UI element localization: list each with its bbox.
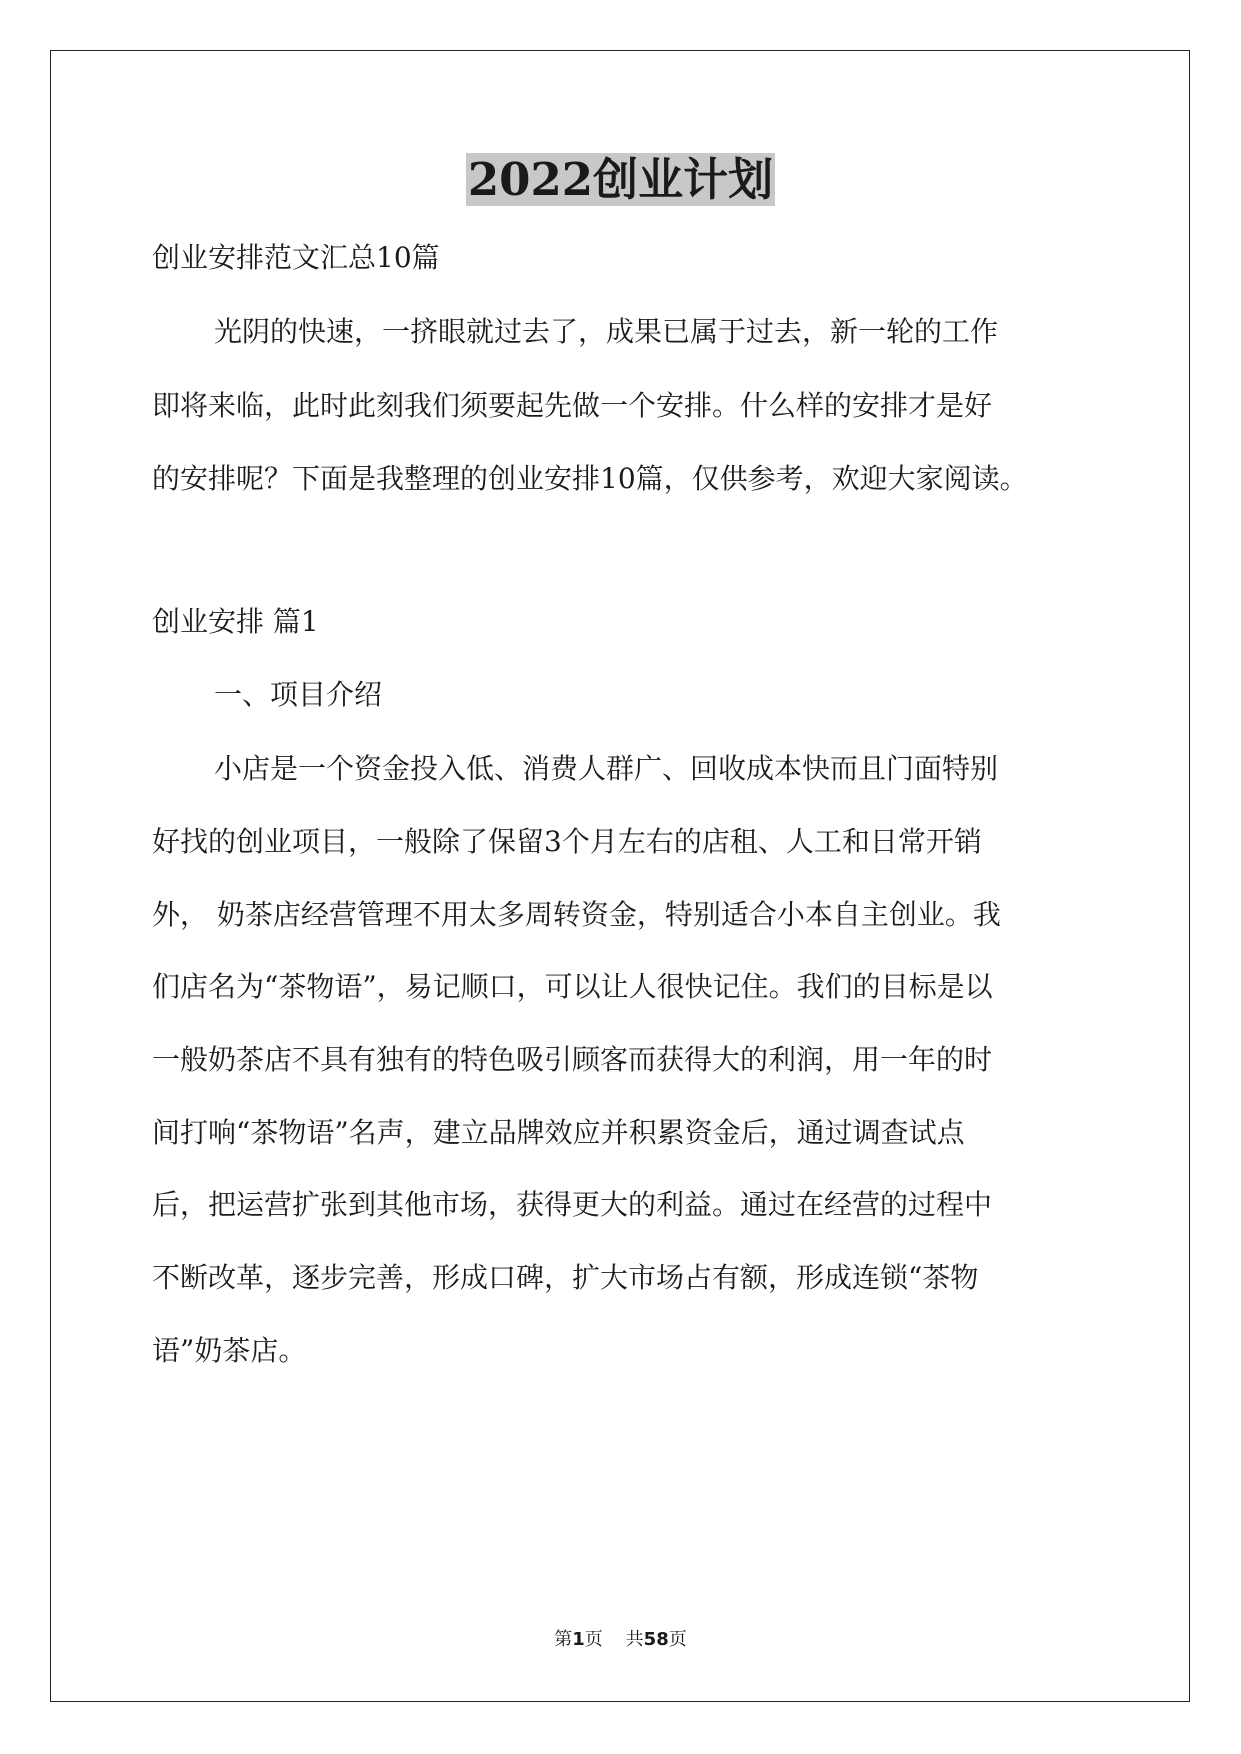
body-line: 不断改革，逐步完善，形成口碑，扩大市场占有额，形成连锁“茶物 [152,1261,979,1294]
intro-line: 的安排呢？下面是我整理的创业安排10篇，仅供参考，欢迎大家阅读。 [152,462,1028,495]
page-border [50,50,1190,1702]
page-footer [0,1625,1241,1651]
body-line: 一般奶茶店不具有独有的特色吸引顾客而获得大的利润，用一年的时 [152,1043,993,1076]
total-pages: 58 [643,1629,669,1650]
section-heading: 创业安排 篇1 [152,605,319,638]
body-line: 外， 奶茶店经营管理不用太多周转资金，特别适合小本自主创业。我 [152,898,1001,931]
page-label-suffix: 页 [584,1629,603,1650]
subtitle: 创业安排范文汇总10篇 [152,241,440,274]
intro-line: 即将来临，此时此刻我们须要起先做一个安排。什么样的安排才是好 [152,389,993,422]
body-line: 后，把运营扩张到其他市场，获得更大的利益。通过在经营的过程中 [152,1188,993,1221]
document-title [0,150,1241,210]
body-line: 语”奶茶店。 [152,1334,307,1367]
page-number: 1 [572,1629,585,1650]
document-title-text: 2022创业计划 [467,153,774,206]
body-line: 好找的创业项目，一般除了保留3个月左右的店租、人工和日常开销 [152,825,982,858]
body-line: 们店名为“茶物语”，易记顺口，可以让人很快记住。我们的目标是以 [152,970,993,1003]
page-label-prefix: 第 [554,1629,573,1650]
intro-line: 光阴的快速，一挤眼就过去了，成果已属于过去，新一轮的工作 [214,315,999,348]
subsection-heading: 一、项目介绍 [214,678,383,711]
total-label-prefix: 共 [625,1629,644,1650]
body-line: 间打响“茶物语”名声，建立品牌效应并积累资金后，通过调查试点 [152,1116,965,1149]
total-label-suffix: 页 [668,1629,687,1650]
body-line: 小店是一个资金投入低、消费人群广、回收成本快而且门面特别 [214,752,999,785]
